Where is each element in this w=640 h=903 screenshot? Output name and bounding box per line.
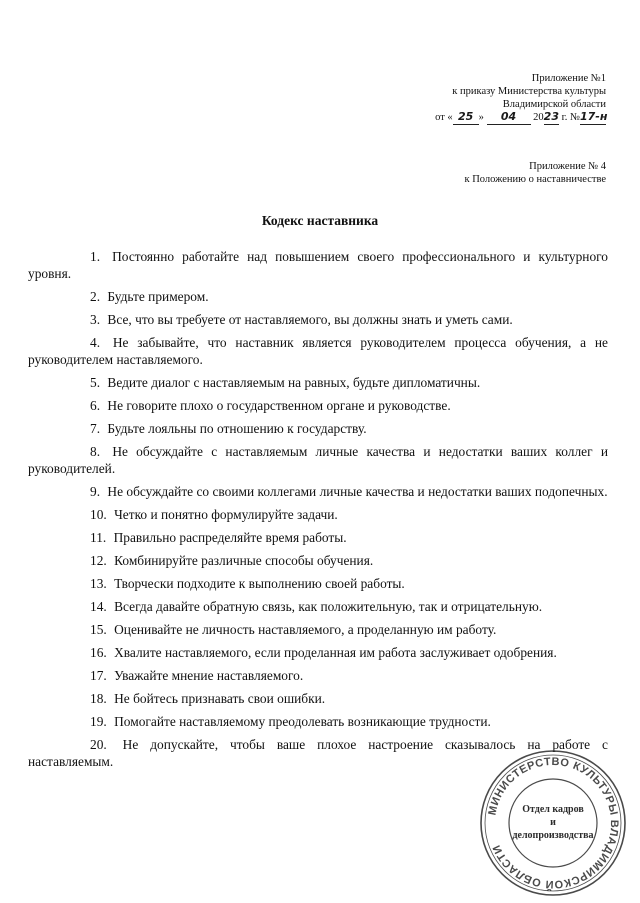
code-item-number: 1. — [90, 249, 101, 264]
code-item-number: 9. — [90, 484, 101, 499]
code-item-19 — [28, 713, 608, 730]
code-list — [28, 248, 608, 776]
svg-text:делопроизводства: делопроизводства — [512, 830, 594, 841]
code-item-18 — [28, 690, 608, 707]
code-item-text: Не допускайте, чтобы ваше плохое настроение сказывалось на работе с наставляемым. — [28, 737, 608, 769]
code-item-text: Все, что вы требуете от наставляемого, вы должны знать и уметь сами. — [107, 312, 513, 327]
code-item-3 — [28, 311, 608, 328]
code-item-text: Помогайте наставляемому преодолевать возникающие трудности. — [114, 714, 491, 729]
appendix-1-header — [435, 72, 606, 125]
code-item-number: 5. — [90, 375, 101, 390]
code-item-text: Постоянно работайте над повышением своего профессионального и культурного уровня. — [28, 249, 608, 281]
svg-text:и: и — [550, 817, 556, 828]
code-item-text: Будьте лояльны по отношению к государству. — [107, 421, 367, 436]
code-item-15 — [28, 621, 608, 638]
order-day: 25 — [458, 110, 474, 123]
code-item-text: Не забывайте, что наставник является руководителем процесса обучения, а не руководителем наставляемого. — [28, 335, 608, 367]
official-stamp — [478, 748, 628, 898]
order-date-line — [435, 111, 606, 125]
code-item-text: Уважайте мнение наставляемого. — [114, 668, 304, 683]
code-item-text: Ведите диалог с наставляемым на равных, будьте дипломатичны. — [107, 375, 481, 390]
code-item-14 — [28, 598, 608, 615]
code-item-text: Не говорите плохо о государственном органе и руководстве. — [107, 398, 451, 413]
code-item-text: Не бойтесь признавать свои ошибки. — [114, 691, 326, 706]
date-mid: » — [478, 112, 484, 123]
code-item-text: Не обсуждайте со своими коллегами личные качества и недостатки ваших подопечных. — [107, 484, 608, 499]
code-item-number: 15. — [90, 622, 107, 637]
order-year: 23 — [543, 110, 559, 123]
code-item-11 — [28, 529, 608, 546]
code-item-5 — [28, 374, 608, 391]
code-item-text: Хвалите наставляемого, если проделанная им работа заслуживает одобрения. — [114, 645, 557, 660]
code-item-number: 13. — [90, 576, 107, 591]
code-item-number: 19. — [90, 714, 107, 729]
code-item-number: 14. — [90, 599, 107, 614]
code-item-number: 20. — [90, 737, 107, 752]
code-item-7 — [28, 420, 608, 437]
code-item-text: Комбинируйте различные способы обучения. — [114, 553, 374, 568]
code-item-number: 12. — [90, 553, 107, 568]
appendix-4-header — [464, 160, 606, 186]
code-item-text: Правильно распределяйте время работы. — [113, 530, 347, 545]
code-item-1 — [28, 248, 608, 282]
appendix-4-line1: Приложение № 4 — [529, 161, 606, 172]
code-item-text: Оценивайте не личность наставляемого, а проделанную им работу. — [114, 622, 497, 637]
code-item-text: Не обсуждайте с наставляемым личные качества и недостатки ваших коллег и руководителей. — [28, 444, 608, 476]
code-item-number: 10. — [90, 507, 107, 522]
stamp-seal-graphic — [478, 748, 628, 898]
order-month: 04 — [500, 110, 517, 123]
code-item-number: 11. — [90, 530, 107, 545]
code-item-number: 16. — [90, 645, 107, 660]
svg-text:МИНИСТЕРСТВО КУЛЬТУРЫ ВЛАДИМИР: МИНИСТЕРСТВО КУЛЬТУРЫ ВЛАДИМИРСКОЙ ОБЛАСТИ — [486, 755, 621, 891]
code-item-number: 7. — [90, 421, 101, 436]
code-item-9 — [28, 483, 608, 500]
document-title: Кодекс наставника — [261, 213, 379, 228]
svg-text:Отдел кадров: Отдел кадров — [522, 804, 584, 815]
date-prefix: от « — [435, 112, 453, 123]
code-item-text: Будьте примером. — [107, 289, 209, 304]
code-item-number: 17. — [90, 668, 107, 683]
code-item-13 — [28, 575, 608, 592]
code-item-2 — [28, 288, 608, 305]
appendix-1-line3: Владимирской области — [502, 99, 606, 110]
code-item-16 — [28, 644, 608, 661]
year-prefix: 20 — [533, 112, 544, 123]
appendix-1-line1: Приложение №1 — [531, 73, 606, 84]
code-item-number: 2. — [90, 289, 101, 304]
code-item-12 — [28, 552, 608, 569]
appendix-4-line2: к Положению о наставничестве — [464, 174, 606, 185]
code-item-10 — [28, 506, 608, 523]
code-item-number: 4. — [90, 335, 101, 350]
code-item-number: 8. — [90, 444, 101, 459]
code-item-4 — [28, 334, 608, 368]
code-item-number: 3. — [90, 312, 101, 327]
order-number: 17-н — [580, 110, 608, 123]
appendix-1-line2: к приказу Министерства культуры — [452, 86, 606, 97]
code-item-17 — [28, 667, 608, 684]
year-suffix: г. № — [561, 112, 580, 123]
code-item-number: 18. — [90, 691, 107, 706]
code-item-6 — [28, 397, 608, 414]
code-item-text: Творчески подходите к выполнению своей работы. — [114, 576, 405, 591]
code-item-text: Четко и понятно формулируйте задачи. — [114, 507, 338, 522]
code-item-number: 6. — [90, 398, 101, 413]
code-item-text: Всегда давайте обратную связь, как положительную, так и отрицательную. — [114, 599, 543, 614]
code-item-8 — [28, 443, 608, 477]
